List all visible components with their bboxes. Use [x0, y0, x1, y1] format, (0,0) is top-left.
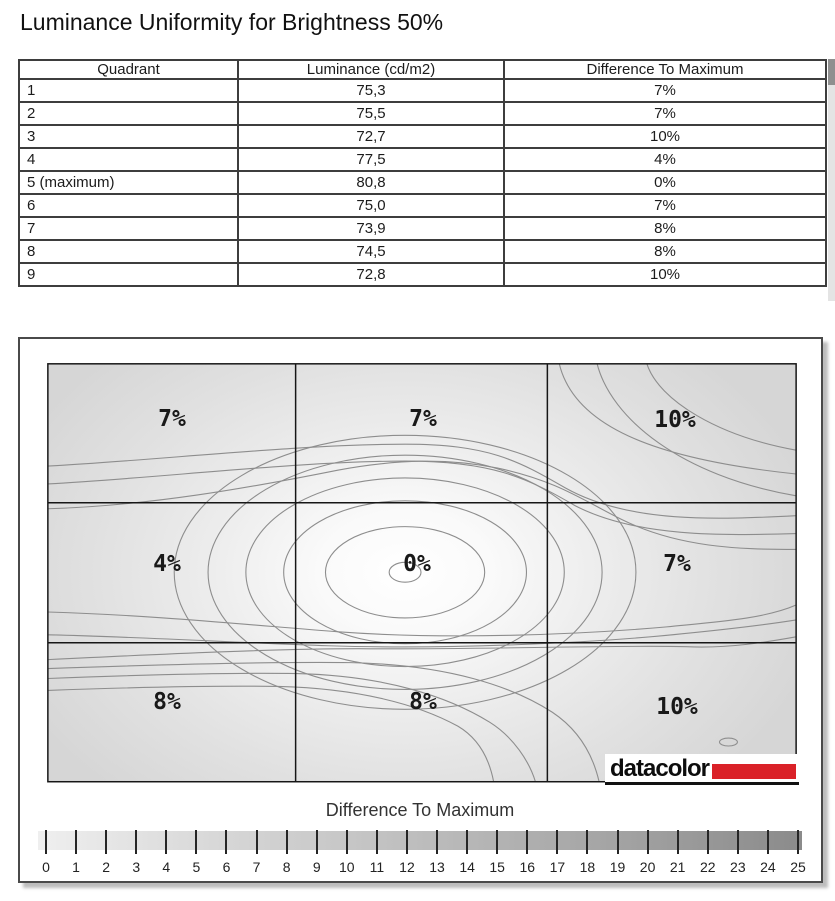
table-cell: 72,7 — [238, 125, 504, 148]
colorbar-tick — [797, 830, 799, 854]
colorbar-tick-label: 14 — [459, 859, 475, 875]
colorbar-tick-label: 0 — [42, 859, 50, 875]
colorbar-tick — [195, 830, 197, 854]
uniformity-map-panel — [18, 337, 823, 883]
table-cell: 9 — [19, 263, 238, 286]
colorbar-tick — [556, 830, 558, 854]
colorbar-tick-label: 23 — [730, 859, 746, 875]
table-cell: 75,5 — [238, 102, 504, 125]
table-cell: 75,3 — [238, 79, 504, 102]
colorbar-tick-label: 11 — [369, 859, 385, 875]
colorbar-tick-label: 22 — [699, 859, 716, 875]
table-cell: 10% — [504, 263, 826, 286]
table-cell: 7% — [504, 102, 826, 125]
table-row — [19, 102, 826, 125]
colorbar-tick-label: 18 — [579, 859, 596, 875]
table-cell: 8 — [19, 240, 238, 263]
datacolor-logo — [605, 754, 799, 785]
colorbar-tick — [526, 830, 528, 854]
colorbar-tick-label: 13 — [429, 859, 445, 875]
colorbar-tick — [75, 830, 77, 854]
colorbar-tick-label: 20 — [639, 859, 656, 875]
datacolor-logo-red-bar — [712, 764, 796, 779]
colorbar-tick — [165, 830, 167, 854]
colorbar-tick-label: 4 — [162, 859, 171, 875]
quadrant-label: 0% — [403, 551, 431, 577]
colorbar-tick — [586, 830, 588, 854]
table-cell: 1 — [19, 79, 238, 102]
colorbar-tick — [316, 830, 318, 854]
colorbar-tick — [225, 830, 227, 854]
colorbar-tick — [767, 830, 769, 854]
colorbar-tick — [466, 830, 468, 854]
colorbar-tick-label: 6 — [222, 859, 231, 875]
quadrant-label: 8% — [409, 689, 437, 715]
quadrant-label: 10% — [656, 694, 698, 720]
colorbar-tick — [286, 830, 288, 854]
datacolor-logo-text: datacolor — [610, 755, 710, 782]
table-header-cell: Luminance (cd/m2) — [238, 60, 504, 79]
uniformity-table-body — [19, 79, 826, 286]
table-cell: 74,5 — [238, 240, 504, 263]
table-row — [19, 240, 826, 263]
colorbar-tick-label: 21 — [669, 859, 686, 875]
quadrant-label: 8% — [153, 689, 181, 715]
colorbar-tick — [135, 830, 137, 854]
table-row — [19, 79, 826, 102]
colorbar-tick — [45, 830, 47, 854]
colorbar-tick-label: 8 — [282, 859, 291, 875]
table-cell: 72,8 — [238, 263, 504, 286]
colorbar-tick — [406, 830, 408, 854]
table-row — [19, 217, 826, 240]
table-cell: 4 — [19, 148, 238, 171]
quadrant-label: 10% — [654, 407, 696, 433]
table-row — [19, 194, 826, 217]
colorbar-tick-label: 17 — [549, 859, 566, 875]
colorbar-tick — [737, 830, 739, 854]
colorbar-tick-label: 12 — [399, 859, 415, 875]
table-cell: 7 — [19, 217, 238, 240]
colorbar-tick — [436, 830, 438, 854]
scrollbar-track[interactable] — [828, 59, 835, 301]
table-header-row — [19, 60, 826, 79]
colorbar-tick-label: 19 — [609, 859, 626, 875]
page-title: Luminance Uniformity for Brightness 50% — [20, 9, 444, 35]
table-header-cell: Difference To Maximum — [504, 60, 826, 79]
quadrant-label: 7% — [158, 406, 186, 432]
table-cell: 75,0 — [238, 194, 504, 217]
table-cell: 6 — [19, 194, 238, 217]
colorbar-tick-label: 5 — [192, 859, 201, 875]
table-cell: 8% — [504, 217, 826, 240]
table-header-cell: Quadrant — [19, 60, 238, 79]
colorbar-tick-label: 15 — [489, 859, 505, 875]
colorbar-tick — [496, 830, 498, 854]
colorbar-tick-label: 9 — [312, 859, 321, 875]
colorbar-tick-label: 1 — [72, 859, 80, 875]
table-row — [19, 263, 826, 286]
colorbar-tick — [677, 830, 679, 854]
colorbar-tick-label: 3 — [132, 859, 141, 875]
colorbar-tick — [617, 830, 619, 854]
quadrant-label: 4% — [153, 551, 181, 577]
colorbar-title: Difference To Maximum — [325, 800, 515, 820]
colorbar-tick-label: 7 — [252, 859, 261, 875]
colorbar-tick — [647, 830, 649, 854]
colorbar-tick-label: 2 — [102, 859, 111, 875]
table-cell: 7% — [504, 79, 826, 102]
uniformity-table — [18, 59, 827, 287]
table-cell: 3 — [19, 125, 238, 148]
colorbar-tick — [707, 830, 709, 854]
colorbar-tick — [346, 830, 348, 854]
scrollbar-thumb[interactable] — [828, 59, 835, 85]
table-cell: 10% — [504, 125, 826, 148]
colorbar-tick-label: 16 — [519, 859, 536, 875]
table-row — [19, 125, 826, 148]
table-cell: 0% — [504, 171, 826, 194]
table-cell: 80,8 — [238, 171, 504, 194]
table-cell: 2 — [19, 102, 238, 125]
colorbar-tick — [376, 830, 378, 854]
colorbar-tick-label: 24 — [760, 859, 776, 875]
table-cell: 5 (maximum) — [19, 171, 238, 194]
table-cell: 8% — [504, 240, 826, 263]
quadrant-label: 7% — [409, 406, 437, 432]
colorbar-tick — [256, 830, 258, 854]
table-cell: 4% — [504, 148, 826, 171]
colorbar-tick-label: 25 — [790, 859, 806, 875]
quadrant-label: 7% — [663, 551, 691, 577]
colorbar-gradient — [38, 831, 806, 875]
table-row — [19, 171, 826, 194]
table-cell: 73,9 — [238, 217, 504, 240]
colorbar-tick — [105, 830, 107, 854]
colorbar-tick-label: 10 — [339, 859, 355, 875]
table-row — [19, 148, 826, 171]
table-cell: 7% — [504, 194, 826, 217]
table-cell: 77,5 — [238, 148, 504, 171]
